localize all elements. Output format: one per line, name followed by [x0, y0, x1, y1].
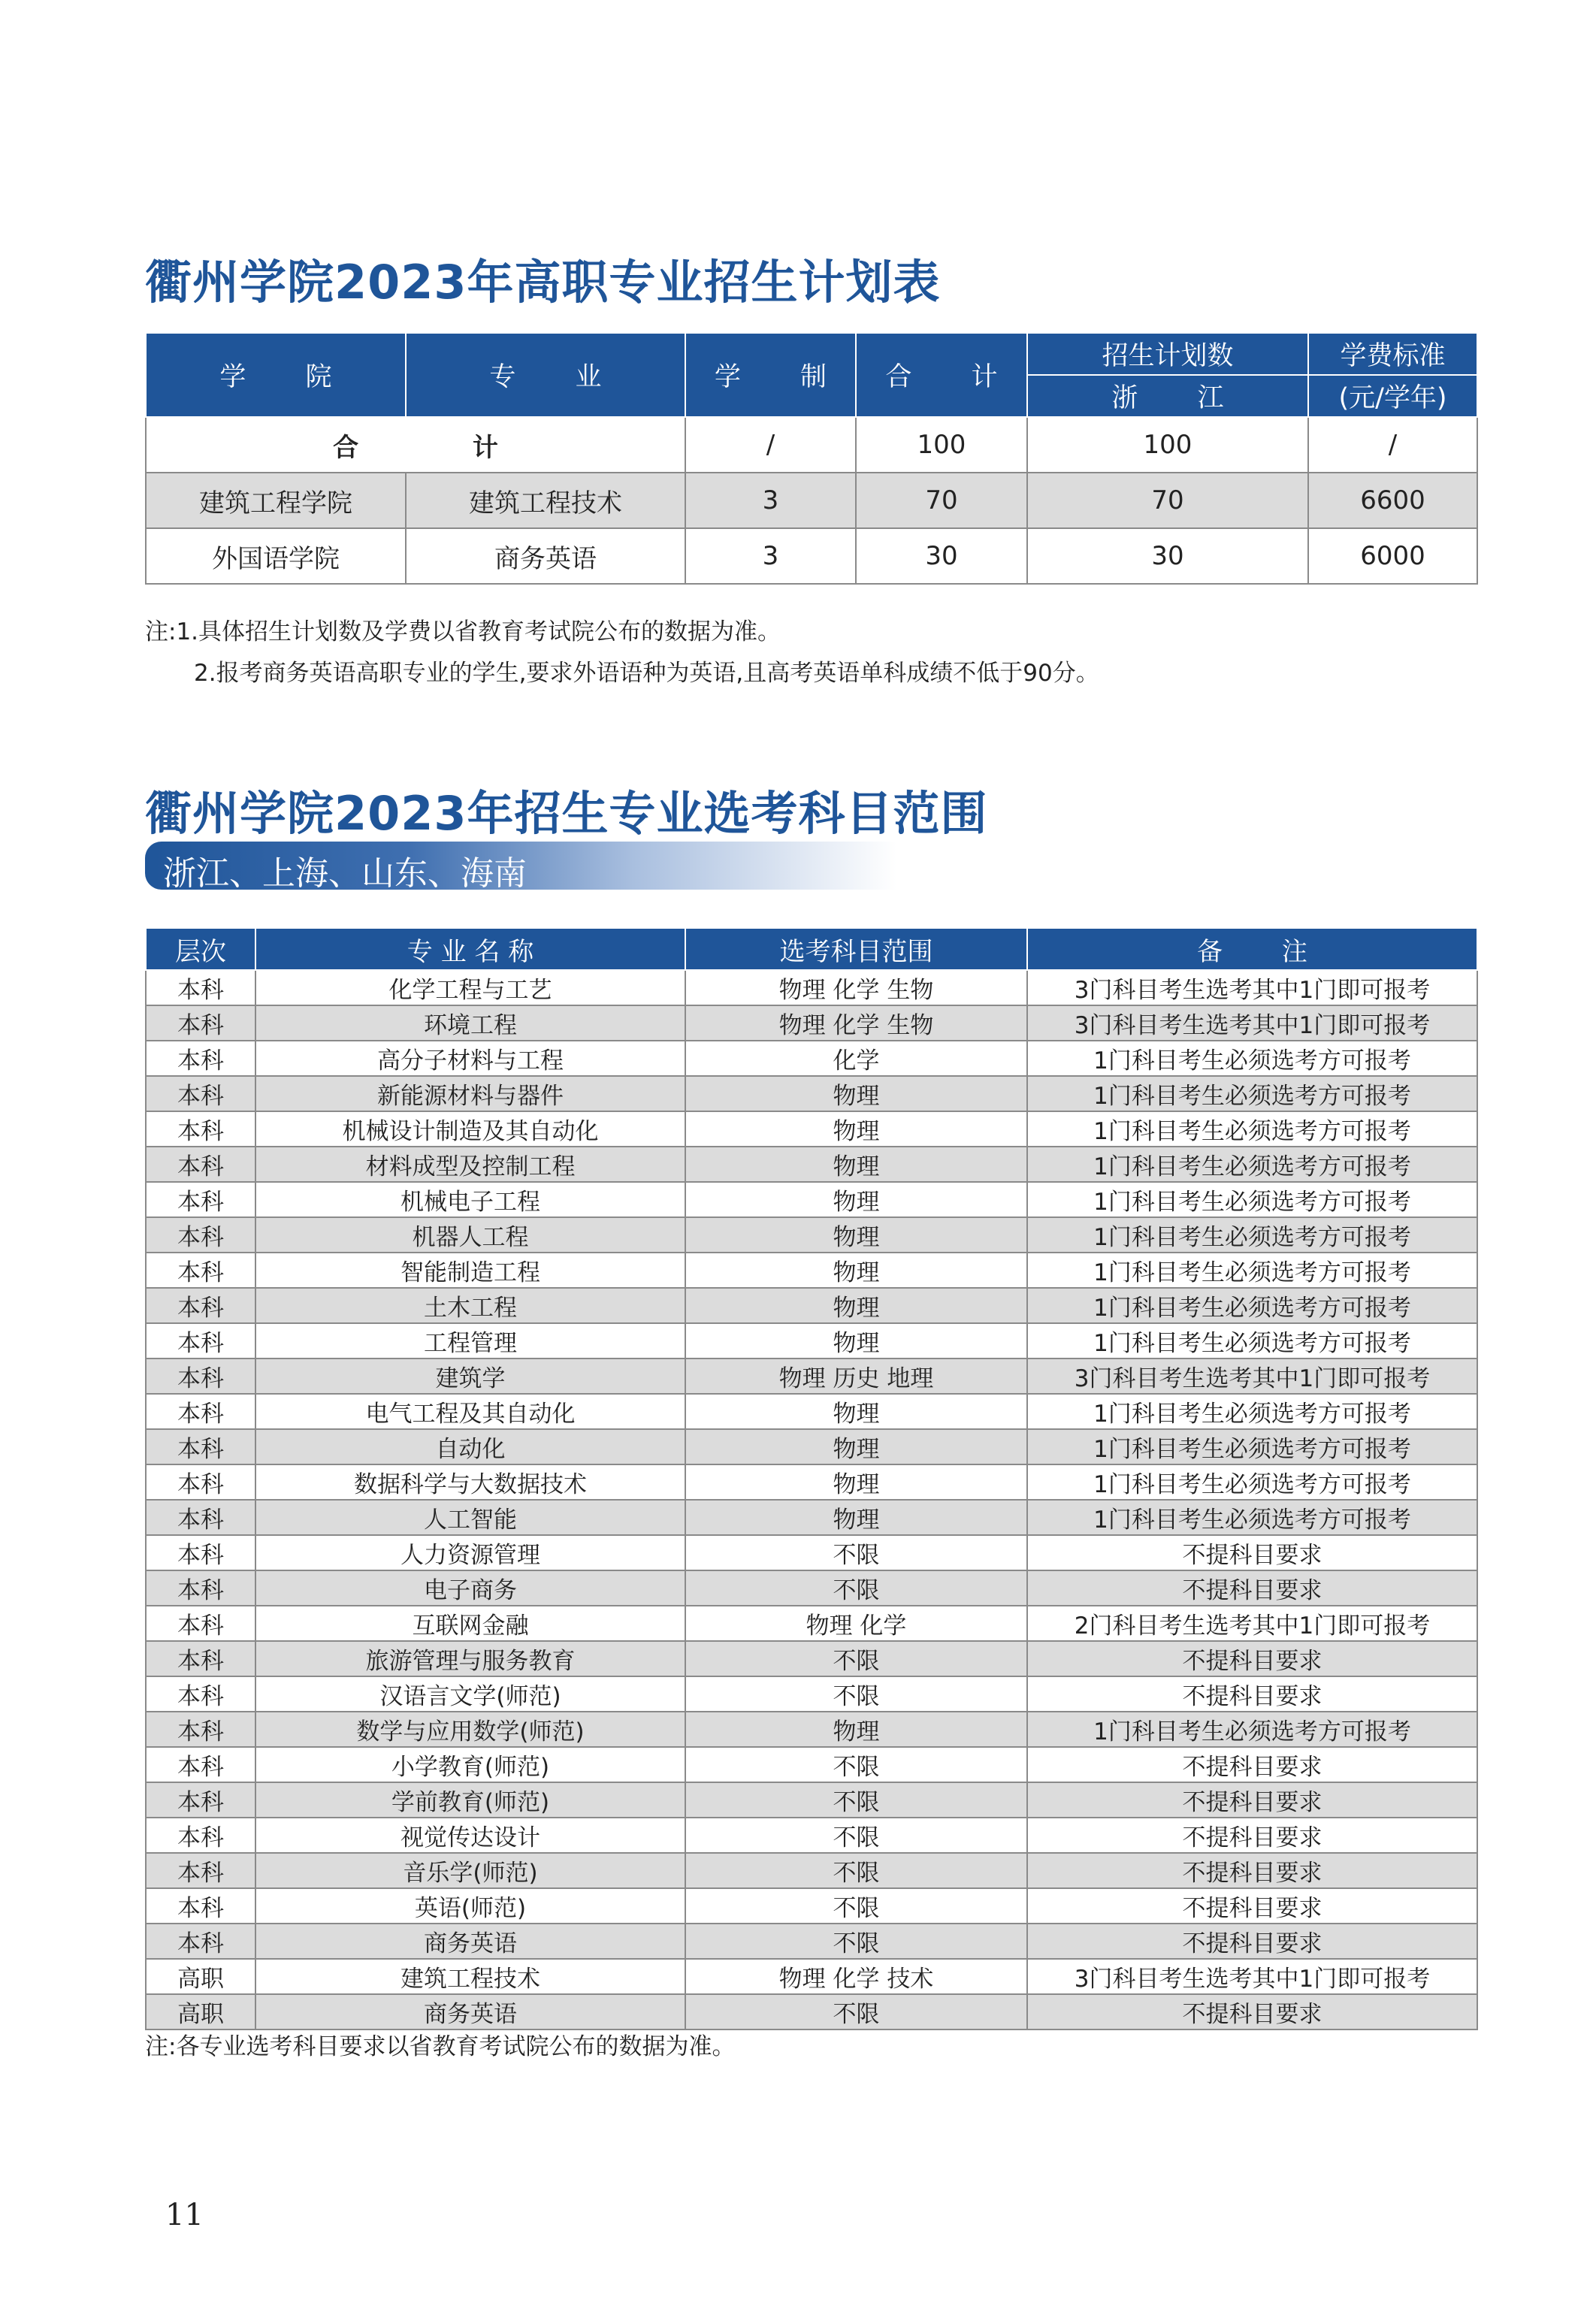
cell-remark: 3门科目考生选考其中1门即可报考: [1027, 1005, 1477, 1041]
table-row: [146, 1606, 1477, 1641]
table-row: [146, 1888, 1477, 1924]
cell-major: 建筑学: [255, 1359, 685, 1394]
table-row: [146, 528, 1477, 584]
cell-level: 本科: [146, 1676, 255, 1712]
cell-level: 本科: [146, 1288, 255, 1323]
cell-subject-range: 不限: [685, 1535, 1027, 1570]
cell-subject-range: 不限: [685, 1676, 1027, 1712]
cell-remark: 1门科目考生必须选考方可报考: [1027, 1217, 1477, 1253]
cell-level: 高职: [146, 1959, 255, 1994]
plan-note-1: 注:1.具体招生计划数及学费以省教育考试院公布的数据为准。: [145, 618, 781, 645]
page-number: 11: [165, 2198, 204, 2232]
cell-remark: 1门科目考生必须选考方可报考: [1027, 1288, 1477, 1323]
header-fee: 学费标准: [1308, 333, 1477, 375]
subjects-table-title: 衢州学院2023年招生专业选考科目范围: [145, 786, 988, 841]
cell-subject-range: 物理: [685, 1111, 1027, 1147]
cell-remark: 不提科目要求: [1027, 1747, 1477, 1782]
header-subject-range: 选考科目范围: [685, 928, 1027, 970]
total-count: 100: [856, 417, 1027, 473]
cell-remark: 1门科目考生必须选考方可报考: [1027, 1500, 1477, 1535]
total-zhejiang: 100: [1027, 417, 1308, 473]
cell-remark: 1门科目考生必须选考方可报考: [1027, 1712, 1477, 1747]
cell-major: 互联网金融: [255, 1606, 685, 1641]
cell-remark: 1门科目考生必须选考方可报考: [1027, 1429, 1477, 1464]
cell-remark: 不提科目要求: [1027, 1818, 1477, 1853]
cell-level: 本科: [146, 1500, 255, 1535]
table-row: [146, 473, 1477, 528]
cell-major: 商务英语: [255, 1924, 685, 1959]
cell-subject-range: 不限: [685, 1782, 1027, 1818]
cell-subject-range: 物理 化学 生物: [685, 1005, 1027, 1041]
cell-remark: 1门科目考生必须选考方可报考: [1027, 1111, 1477, 1147]
table-row: [146, 1641, 1477, 1676]
table-row: [146, 1924, 1477, 1959]
table-row: [146, 1147, 1477, 1182]
total-label: 合 计: [146, 417, 685, 473]
cell-major: 机械设计制造及其自动化: [255, 1111, 685, 1147]
header-major-name: 专 业 名 称: [255, 928, 685, 970]
cell-subject-range: 物理: [685, 1500, 1027, 1535]
cell-major: 环境工程: [255, 1005, 685, 1041]
table-row: [146, 1782, 1477, 1818]
table-row: [146, 1818, 1477, 1853]
subjects-note: 注:各专业选考科目要求以省教育考试院公布的数据为准。: [145, 2033, 736, 2060]
table-row: [146, 1994, 1477, 2029]
cell-college: 建筑工程学院: [146, 473, 406, 528]
table-row: [146, 1253, 1477, 1288]
header-college: 学 院: [146, 333, 406, 417]
cell-zhejiang: 70: [1027, 473, 1308, 528]
cell-subject-range: 化学: [685, 1041, 1027, 1076]
cell-subject-range: 不限: [685, 1888, 1027, 1924]
cell-remark: 2门科目考生选考其中1门即可报考: [1027, 1606, 1477, 1641]
cell-remark: 不提科目要求: [1027, 1641, 1477, 1676]
header-fee-unit: (元/学年): [1308, 375, 1477, 417]
plan-note-2: 2.报考商务英语高职专业的学生,要求外语语种为英语,且高考英语单科成绩不低于90分。: [194, 660, 1099, 687]
cell-major: 电子商务: [255, 1570, 685, 1606]
cell-major: 英语(师范): [255, 1888, 685, 1924]
cell-fee: 6600: [1308, 473, 1477, 528]
cell-remark: 不提科目要求: [1027, 1888, 1477, 1924]
cell-major: 商务英语: [406, 528, 685, 584]
cell-level: 本科: [146, 1782, 255, 1818]
table-row: [146, 1394, 1477, 1429]
cell-remark: 3门科目考生选考其中1门即可报考: [1027, 1359, 1477, 1394]
cell-subject-range: 不限: [685, 1994, 1027, 2029]
cell-level: 本科: [146, 1041, 255, 1076]
cell-level: 本科: [146, 1535, 255, 1570]
cell-level: 本科: [146, 1394, 255, 1429]
table-row: [146, 1464, 1477, 1500]
cell-level: 本科: [146, 1253, 255, 1288]
cell-major: 机器人工程: [255, 1217, 685, 1253]
total-fee: /: [1308, 417, 1477, 473]
cell-major: 汉语言文学(师范): [255, 1676, 685, 1712]
cell-major: 化学工程与工艺: [255, 970, 685, 1005]
cell-level: 本科: [146, 1147, 255, 1182]
table-row: [146, 1676, 1477, 1712]
cell-remark: 1门科目考生必须选考方可报考: [1027, 1182, 1477, 1217]
cell-subject-range: 不限: [685, 1853, 1027, 1888]
table-row: [146, 1853, 1477, 1888]
cell-level: 本科: [146, 1217, 255, 1253]
cell-level: 本科: [146, 1924, 255, 1959]
cell-major: 视觉传达设计: [255, 1818, 685, 1853]
cell-level: 本科: [146, 1888, 255, 1924]
cell-subject-range: 物理: [685, 1429, 1027, 1464]
table-row: [146, 1959, 1477, 1994]
cell-subject-range: 物理 化学 生物: [685, 970, 1027, 1005]
cell-subject-range: 物理: [685, 1712, 1027, 1747]
cell-major: 自动化: [255, 1429, 685, 1464]
cell-subject-range: 物理: [685, 1182, 1027, 1217]
cell-major: 土木工程: [255, 1288, 685, 1323]
cell-total: 30: [856, 528, 1027, 584]
plan-table-title: 衢州学院2023年高职专业招生计划表: [145, 255, 941, 310]
cell-remark: 1门科目考生必须选考方可报考: [1027, 1323, 1477, 1359]
cell-subject-range: 物理 化学: [685, 1606, 1027, 1641]
enrollment-plan-table: [145, 332, 1478, 585]
cell-remark: 1门科目考生必须选考方可报考: [1027, 1394, 1477, 1429]
cell-major: 高分子材料与工程: [255, 1041, 685, 1076]
table-row: [146, 1288, 1477, 1323]
cell-subject-range: 物理: [685, 1464, 1027, 1500]
cell-major: 数据科学与大数据技术: [255, 1464, 685, 1500]
cell-subject-range: 物理 历史 地理: [685, 1359, 1027, 1394]
cell-major: 音乐学(师范): [255, 1853, 685, 1888]
cell-level: 本科: [146, 1076, 255, 1111]
table-row: [146, 1111, 1477, 1147]
cell-level: 本科: [146, 1641, 255, 1676]
cell-remark: 不提科目要求: [1027, 1676, 1477, 1712]
cell-subject-range: 不限: [685, 1924, 1027, 1959]
cell-subject-range: 物理: [685, 1217, 1027, 1253]
cell-remark: 不提科目要求: [1027, 1570, 1477, 1606]
cell-remark: 不提科目要求: [1027, 1535, 1477, 1570]
table-row: [146, 1217, 1477, 1253]
cell-major: 工程管理: [255, 1323, 685, 1359]
cell-remark: 1门科目考生必须选考方可报考: [1027, 1464, 1477, 1500]
cell-subject-range: 物理: [685, 1253, 1027, 1288]
cell-remark: 3门科目考生选考其中1门即可报考: [1027, 1959, 1477, 1994]
cell-level: 本科: [146, 1570, 255, 1606]
cell-zhejiang: 30: [1027, 528, 1308, 584]
total-duration: /: [685, 417, 856, 473]
cell-level: 本科: [146, 1818, 255, 1853]
header-major: 专 业: [406, 333, 685, 417]
cell-subject-range: 物理: [685, 1288, 1027, 1323]
cell-level: 本科: [146, 1747, 255, 1782]
table-row: [146, 1076, 1477, 1111]
table-row: [146, 970, 1477, 1005]
cell-subject-range: 不限: [685, 1570, 1027, 1606]
cell-college: 外国语学院: [146, 528, 406, 584]
cell-major: 人工智能: [255, 1500, 685, 1535]
cell-major: 商务英语: [255, 1994, 685, 2029]
cell-major: 小学教育(师范): [255, 1747, 685, 1782]
header-total: 合 计: [856, 333, 1027, 417]
header-remark: 备 注: [1027, 928, 1477, 970]
region-label: 浙江、上海、山东、海南: [163, 854, 527, 893]
cell-subject-range: 不限: [685, 1818, 1027, 1853]
cell-level: 本科: [146, 1429, 255, 1464]
cell-major: 数学与应用数学(师范): [255, 1712, 685, 1747]
cell-remark: 不提科目要求: [1027, 1994, 1477, 2029]
table-row: [146, 1570, 1477, 1606]
cell-level: 高职: [146, 1994, 255, 2029]
cell-remark: 不提科目要求: [1027, 1924, 1477, 1959]
cell-level: 本科: [146, 1111, 255, 1147]
cell-major: 新能源材料与器件: [255, 1076, 685, 1111]
table-row: [146, 1747, 1477, 1782]
cell-major: 材料成型及控制工程: [255, 1147, 685, 1182]
table-row: [146, 1182, 1477, 1217]
cell-fee: 6000: [1308, 528, 1477, 584]
cell-level: 本科: [146, 1464, 255, 1500]
header-zhejiang: 浙 江: [1027, 375, 1308, 417]
cell-level: 本科: [146, 1853, 255, 1888]
cell-remark: 不提科目要求: [1027, 1853, 1477, 1888]
cell-remark: 不提科目要求: [1027, 1782, 1477, 1818]
cell-level: 本科: [146, 1606, 255, 1641]
total-row: [146, 417, 1477, 473]
table-row: [146, 1429, 1477, 1464]
cell-total: 70: [856, 473, 1027, 528]
cell-major: 机械电子工程: [255, 1182, 685, 1217]
header-level: 层次: [146, 928, 255, 970]
cell-subject-range: 不限: [685, 1747, 1027, 1782]
region-banner: [145, 842, 896, 893]
cell-major: 人力资源管理: [255, 1535, 685, 1570]
cell-remark: 1门科目考生必须选考方可报考: [1027, 1147, 1477, 1182]
cell-remark: 1门科目考生必须选考方可报考: [1027, 1041, 1477, 1076]
table-row: [146, 1323, 1477, 1359]
cell-subject-range: 不限: [685, 1641, 1027, 1676]
cell-level: 本科: [146, 1323, 255, 1359]
table-row: [146, 1359, 1477, 1394]
cell-duration: 3: [685, 528, 856, 584]
cell-major: 智能制造工程: [255, 1253, 685, 1288]
cell-level: 本科: [146, 1712, 255, 1747]
cell-subject-range: 物理 化学 技术: [685, 1959, 1027, 1994]
cell-subject-range: 物理: [685, 1394, 1027, 1429]
cell-major: 学前教育(师范): [255, 1782, 685, 1818]
cell-major: 电气工程及其自动化: [255, 1394, 685, 1429]
cell-duration: 3: [685, 473, 856, 528]
cell-remark: 3门科目考生选考其中1门即可报考: [1027, 970, 1477, 1005]
header-plan-group: 招生计划数: [1027, 333, 1308, 375]
cell-major: 旅游管理与服务教育: [255, 1641, 685, 1676]
table-row: [146, 1535, 1477, 1570]
cell-subject-range: 物理: [685, 1147, 1027, 1182]
cell-level: 本科: [146, 1182, 255, 1217]
table-row: [146, 1712, 1477, 1747]
subject-requirements-table: [145, 927, 1478, 2030]
table-row: [146, 1041, 1477, 1076]
header-duration: 学 制: [685, 333, 856, 417]
cell-remark: 1门科目考生必须选考方可报考: [1027, 1076, 1477, 1111]
cell-subject-range: 物理: [685, 1076, 1027, 1111]
cell-subject-range: 物理: [685, 1323, 1027, 1359]
cell-major: 建筑工程技术: [406, 473, 685, 528]
table-row: [146, 1500, 1477, 1535]
cell-major: 建筑工程技术: [255, 1959, 685, 1994]
cell-remark: 1门科目考生必须选考方可报考: [1027, 1253, 1477, 1288]
cell-level: 本科: [146, 1005, 255, 1041]
cell-level: 本科: [146, 1359, 255, 1394]
table-row: [146, 1005, 1477, 1041]
cell-level: 本科: [146, 970, 255, 1005]
